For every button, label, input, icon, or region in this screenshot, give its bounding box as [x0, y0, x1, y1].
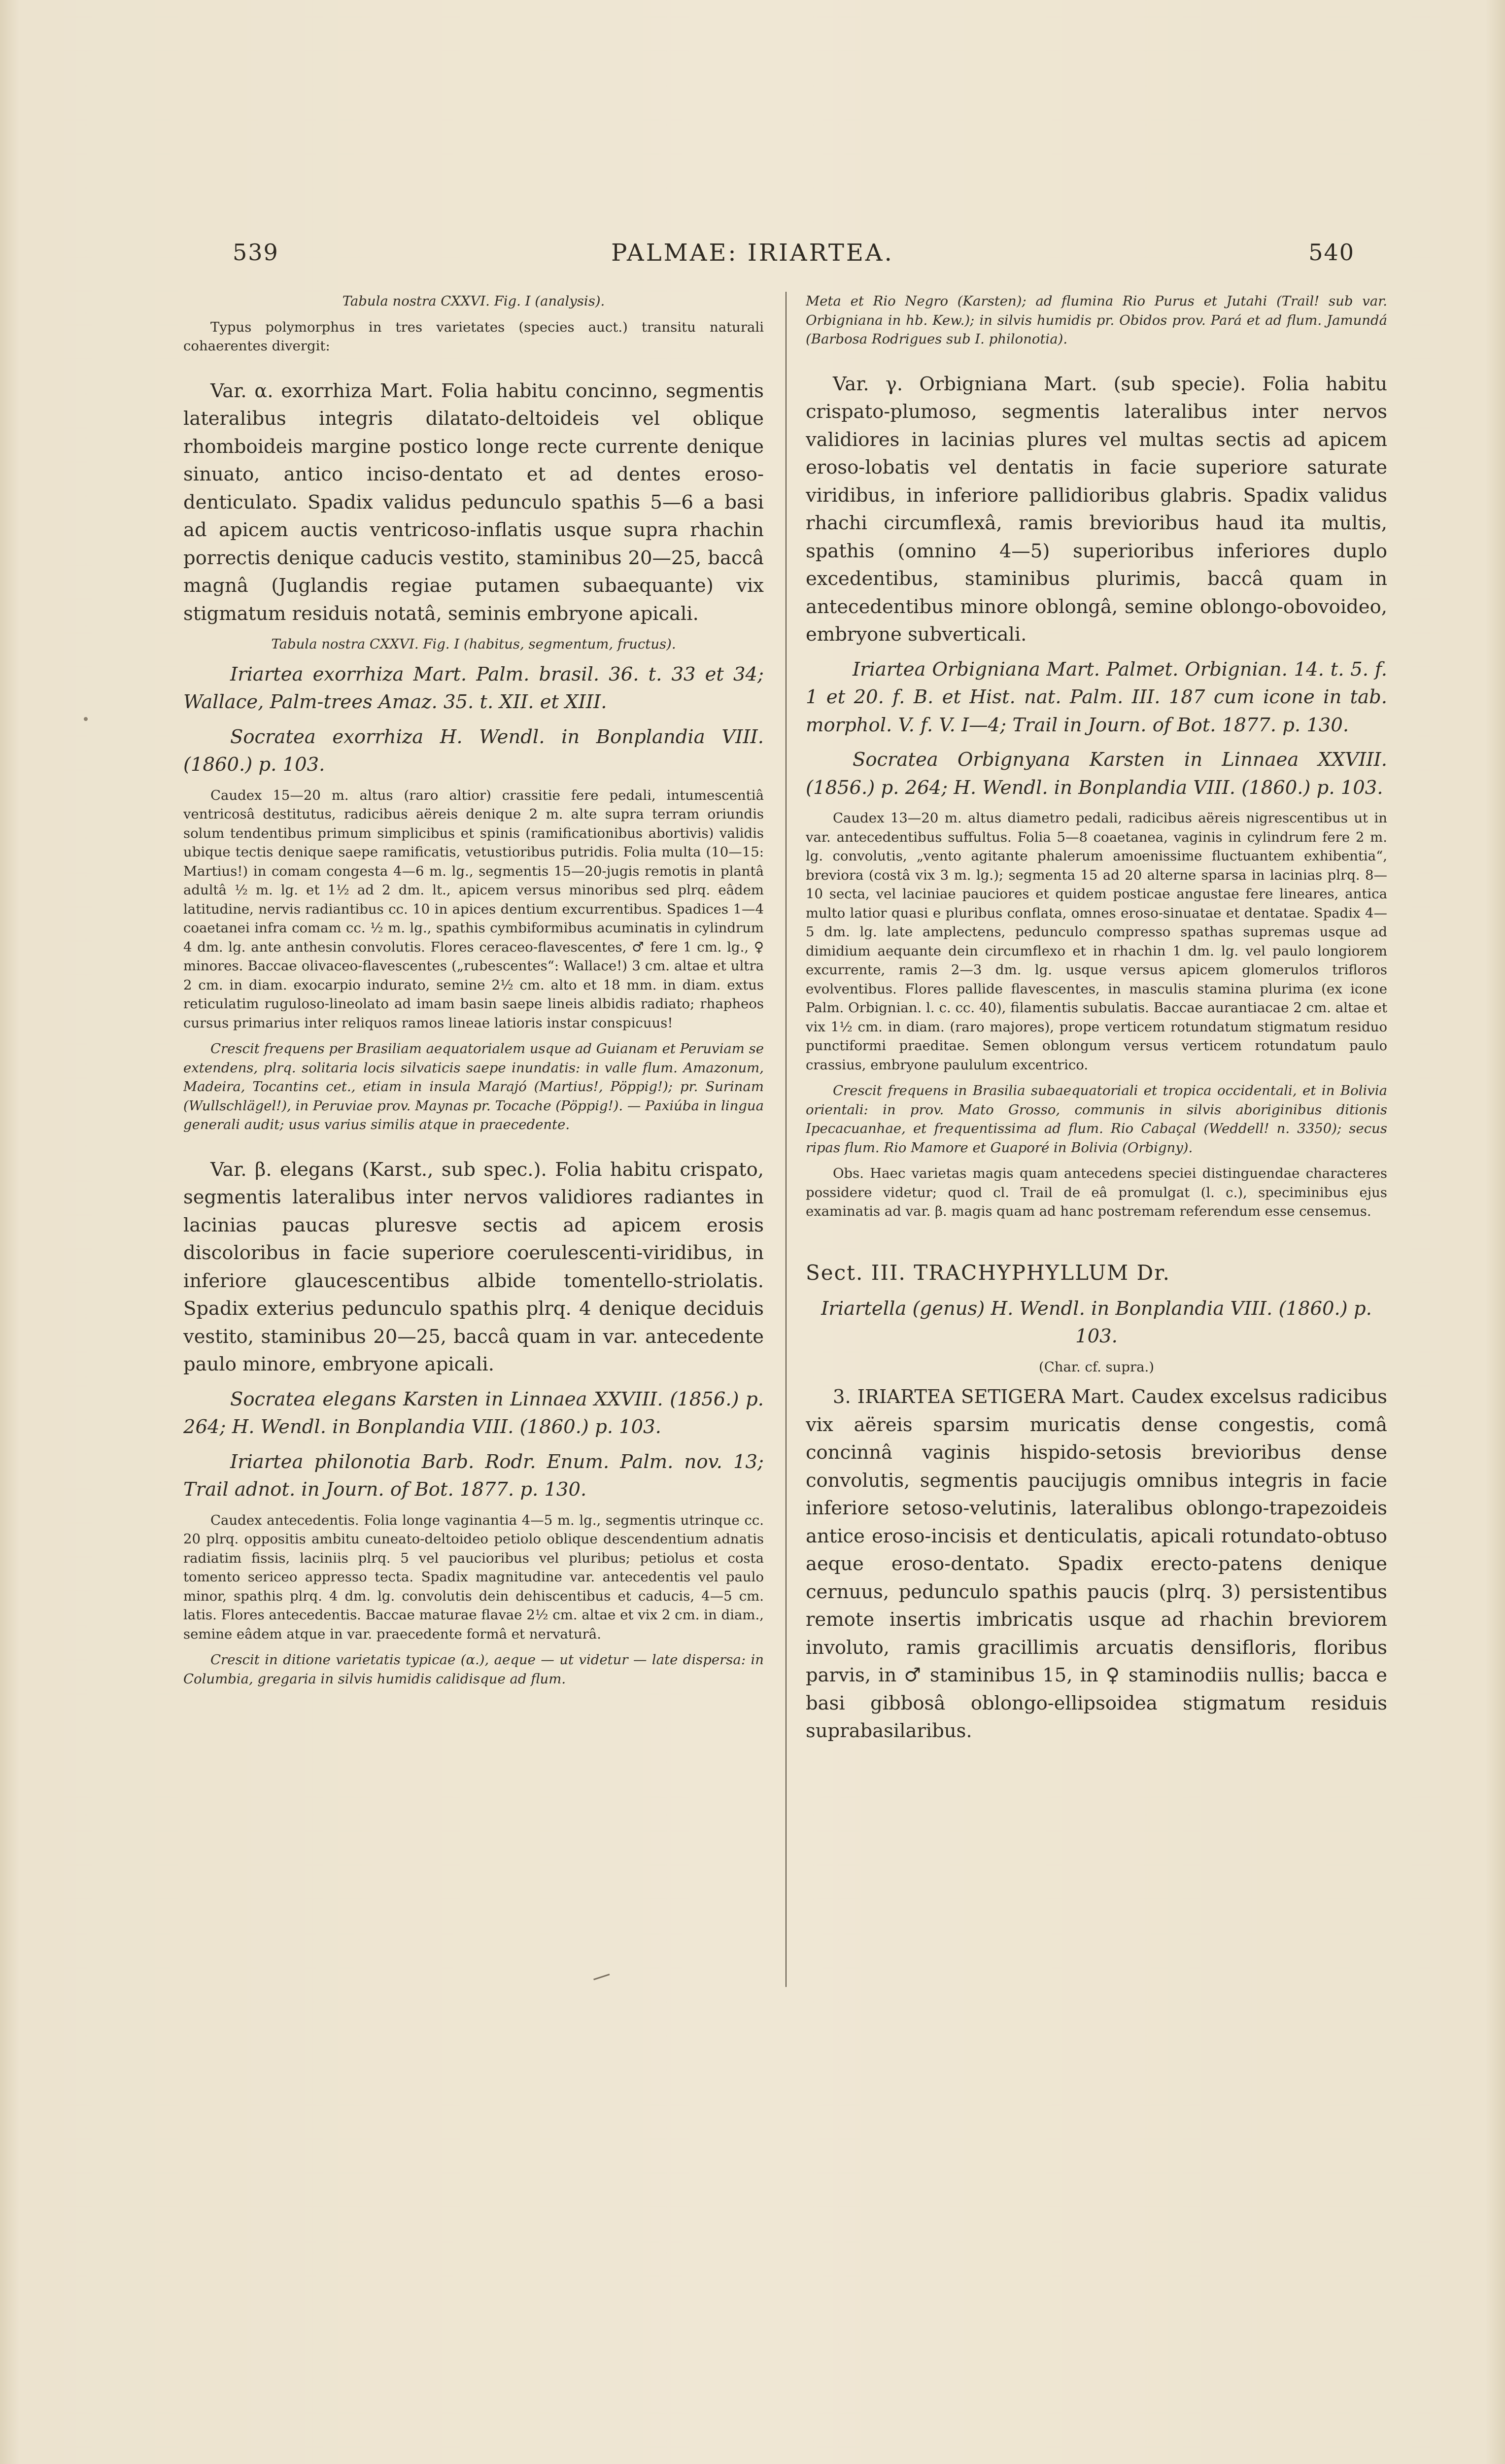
genus-reference: Iriartella (genus) H. Wendl. in Bonplandia VIII. (1860.) p. 103. — [821, 1297, 1372, 1347]
page-number-left: 539 — [233, 239, 279, 266]
var-alpha-description: Var. α. exorrhiza Mart. Folia habitu concinno, segmentis lateralibus integris dilatato-deltoideis vel oblique rhomboideis margine postico longe recte currente denique sinuato, antico inciso-dentato et ad dentes eroso-denticulato. Spadix validus pedunculo spathis 5—6 a basi ad apicem auctis ventricoso-inflatis usque supra rhachin porrectis denique caducis vestito, staminibus 20—25, baccâ magnâ (Juglandis regiae putamen subaequante) vix stigmatum residuis notatâ, seminis embryone apicali. — [183, 379, 764, 625]
synonym-reference: Socratea exorrhiza H. Wendl. in Bonplandia VIII. (1860.) p. 103. — [183, 725, 764, 776]
column-divider — [786, 292, 787, 1987]
character-note: (Char. cf. supra.) — [1038, 1359, 1154, 1375]
detailed-description-gamma: Caudex 13—20 m. altus diametro pedali, radicibus aëreis nigrescentibus ut in var. antecedentibus suffultus. Folia 5—8 coaetanea, vaginis in cylindrum fere 2 m. lg. convolutis, „vento agitante phalerum amoenissime fluctuantem exhibentia“, breviora (costâ vix 3 m. lg.); segmenta 15 ad 20 alterne sparsa in lacinias plrq. 8—10 secta, vel laciniae pauciores et quidem posticae angustae fere lineares, antica multo latior quasi e pluribus conflata, omnes eroso-sinuatae et dentatae. Spadix 4—5 dm. lg. late amplectens, pedunculo compresso spathas supremas usque ad dimidium aequante dein circumflexo et in rhachin 1 dm. lg. vel paulo longiorem excurrente, ramis 2—3 dm. lg. usque versus apicem glomerulos trifloros evolventibus. Flores pallide flavescentes, in masculis stamina plurima (ex icone Palm. Orbignian. l. c. cc. 40), filamentis subulatis. Baccae aurantiacae 2 cm. altae et vix 1½ cm. in diam. (raro majores), prope verticem rotundatum stigmatum residuo punctiformi praeditae. Semen oblongum versus verticem rotundatum paulo crassius, embryone paululum excentrico. — [806, 810, 1387, 1073]
synonym-list-gamma — [806, 656, 1387, 802]
synonym-reference: Socratea elegans Karsten in Linnaea XXVIII. (1856.) p. 264; H. Wendl. in Bonplandia VIII. (1860.) p. 103. — [183, 1388, 764, 1438]
section-heading: Sect. III. TRACHYPHYLLUM Dr. — [806, 1260, 1170, 1285]
running-title: PALMAE: IRIARTEA. — [611, 239, 894, 267]
plate-reference-analysis: Tabula nostra CXXVI. Fig. I (analysis). — [342, 293, 605, 309]
distribution-beta: Crescit in ditione varietatis typicae (α.), aeque — ut videtur — late dispersa: in Columbia, gregaria in silvis humidis calidisque ad flum. — [183, 1652, 764, 1687]
paper-speck — [84, 717, 88, 721]
detailed-description-alpha: Caudex 15—20 m. altus (raro altior) crassitie fere pedali, intumescentiâ ventricosâ destitutus, radicibus aëreis denique 2 m. alte supra terram oriundis solum tendentibus primum simplicibus et spinis (ramificationibus abortivis) validis ubique tectis denique saepe ramificatis, vetustioribus putridis. Folia multa (10—15: Martius!) in comam congesta 4—6 m. lg., segmentis 15—20-jugis remotis in plantâ adultâ ½ m. lg. et 1½ ad 2 dm. lt., apicem versus minoribus sed plrq. eâdem latitudine, nervis radiantibus cc. 10 in apices dentium excurrentibus. Spadices 1—4 coaetanei infra comam cc. ½ m. lg., spathis cymbiformibus acuminatis in cylindrum 4 dm. lg. ante anthesin convolutis. Flores ceraceo-flavescentes, ♂ fere 1 cm. lg., ♀ minores. Baccae olivaceo-flavescentes („rubescentes“: Wallace!) 3 cm. altae et ultra 2 cm. in diam. exocarpio indurato, semine 2½ cm. alto et 18 mm. in diam. extus reticulatim ruguloso-lineolato ad imam basin saepe lineis albidis radiato; rhapheos cursus primarius inter reliquos ramos lineae latioris instar conspicuus! — [183, 787, 764, 1031]
page-header — [0, 239, 1505, 278]
var-beta-description: Var. β. elegans (Karst., sub spec.). Folia habitu crispato, segmentis lateralibus inter nervos validiores radiantes in lacinias paucas pluresve sectis ad apicem erosis discoloribus in facie superiore coerulescenti-viridibus, in inferiore glaucescentibus albide tomentello-striolatis. Spadix exterius pedunculo spathis plrq. 4 denique deciduis vestito, staminibus 20—25, baccâ quam in var. antecedente paulo minore, embryone apicali. — [183, 1158, 764, 1375]
left-column — [183, 292, 764, 2209]
page-number-right: 540 — [1308, 239, 1355, 266]
synonym-reference: Iriartea exorrhiza Mart. Palm. brasil. 36. t. 33 et 34; Wallace, Palm-trees Amaz. 35. t. XII. et XIII. — [183, 663, 764, 713]
right-column — [806, 292, 1387, 2209]
typus-note: Typus polymorphus in tres varietates (species auct.) transitu naturali cohaerentes divergit: — [183, 319, 764, 354]
observation-note: Obs. Haec varietas magis quam antecedens speciei distinguendae characteres possidere videtur; quod cl. Trail de eâ promulgat (l. c.), speciminibus ejus examinatis ad var. β. magis quam ad hanc postremam referendum esse censemus. — [806, 1165, 1387, 1219]
distribution-beta-continued: Meta et Rio Negro (Karsten); ad flumina Rio Purus et Jutahi (Trail! sub var. Orbigniana in hb. Kew.); in silvis humidis pr. Obidos prov. Pará et ad flum. Jamundá (Barbosa Rodrigues sub I. philonotia). — [806, 293, 1387, 347]
synonym-reference: Socratea Orbignyana Karsten in Linnaea XXVIII. (1856.) p. 264; H. Wendl. in Bonplandia VIII. (1860.) p. 103. — [806, 749, 1387, 799]
distribution-alpha: Crescit frequens per Brasiliam aequatorialem usque ad Guianam et Peruviam se extendens, plrq. solitaria locis silvaticis saepe inundatis: in valle flum. Amazonum, Madeira, Tocantins cet., etiam in insula Marajó (Martius!, Pöppig!); pr. Surinam (Wullschlägel!), in Peruviae prov. Maynas pr. Tocache (Pöppig!). — Paxiúba in lingua generali audit; usus varius similis atque in praecedente. — [183, 1041, 764, 1132]
detailed-description-beta: Caudex antecedentis. Folia longe vaginantia 4—5 m. lg., segmentis utrinque cc. 20 plrq. oppositis ambitu cuneato-deltoideo petiolo oblique descendentium adnatis radiatim fissis, laciniis plrq. 5 vel paucioribus vel pluribus; petiolus et costa tomento sericeo appresso tecta. Spadix magnitudine var. antecedentis vel paulo minor, spathis plrq. 4 dm. lg. convolutis dein dehiscentibus et caducis, 4—5 cm. latis. Flores antecedentis. Baccae maturae flavae 2½ cm. altae et vix 2 cm. in diam., semine eâdem atque in var. praecedente formâ et nervaturâ. — [183, 1512, 764, 1642]
plate-reference-habitus: Tabula nostra CXXVI. Fig. I (habitus, segmentum, fructus). — [271, 636, 676, 652]
synonym-list-beta — [183, 1386, 764, 1504]
synonym-list-alpha — [183, 661, 764, 779]
species-setigera-description: 3. IRIARTEA SETIGERA Mart. Caudex excelsus radicibus vix aëreis sparsim muricatis dense congestis, comâ concinnâ vaginis hispido-setosis brevioribus dense convolutis, segmentis paucijugis omnibus integris in facie inferiore setoso-velutinis, lateralibus oblongo-trapezoideis antice eroso-incisis et denticulatis, apicali rotundato-obtuso aeque eroso-dentato. Spadix erecto-patens denique cernuus, pedunculo spathis paucis (plrq. 3) persistentibus remote insertis imbricatis usque ad rhachin breviorem involuto, ramis gracillimis arcuatis densifloris, floribus parvis, in ♂ staminibus 15, in ♀ staminodiis nullis; bacca e basi gibbosâ oblongo-ellipsoidea stigmatum residuis suprabasilaribus. — [806, 1386, 1387, 1742]
var-gamma-description: Var. γ. Orbigniana Mart. (sub specie). Folia habitu crispato-plumoso, segmentis lateralibus inter nervos validiores in lacinias plures vel multas sectis ad apicem eroso-lobatis vel dentatis in facie superiore saturate viridibus, in inferiore pallidioribus glabris. Spadix validus rhachi circumflexâ, ramis brevioribus haud ita multis, spathis (omnino 4—5) superioribus inferiores duplo excedentibus, staminibus plurimis, baccâ quam in antecedentibus minore oblongâ, semine oblongo-obovoideo, embryone subverticali. — [806, 373, 1387, 646]
synonym-reference: Iriartea philonotia Barb. Rodr. Enum. Palm. nov. 13; Trail adnot. in Journ. of Bot. 1877. p. 130. — [183, 1450, 764, 1501]
synonym-reference: Iriartea Orbigniana Mart. Palmet. Orbignian. 14. t. 5. f. 1 et 20. f. B. et Hist. nat. Palm. III. 187 cum icone in tab. morphol. V. f. V. I—4; Trail in Journ. of Bot. 1877. p. 130. — [806, 658, 1387, 736]
distribution-gamma: Crescit frequens in Brasilia subaequatoriali et tropica occidentali, et in Bolivia orientali: in prov. Mato Grosso, communis in silvis aboriginibus ditionis Ipecacuanhae, et frequentissima ad flum. Rio Cabaçal (Weddell! n. 3350); secus ripas flum. Rio Mamore et Guaporé in Bolivia (Orbigny). — [806, 1083, 1387, 1156]
